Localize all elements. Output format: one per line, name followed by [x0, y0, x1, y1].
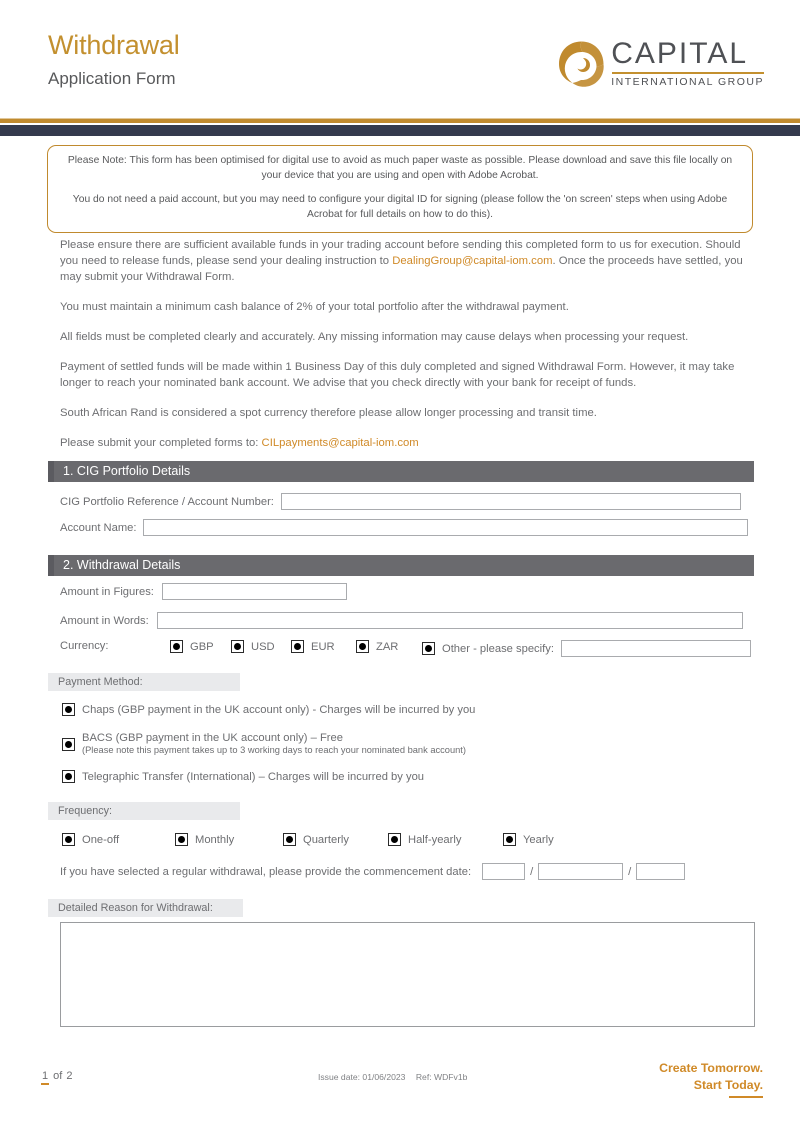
section-1-header [48, 461, 754, 482]
commencement-date-year-input[interactable] [636, 863, 685, 880]
payment-method-subheading: Payment Method: [48, 673, 240, 691]
frequency-option-quarterly[interactable] [283, 833, 349, 846]
commencement-date-month-input[interactable] [538, 863, 623, 880]
checkbox-icon[interactable] [62, 833, 75, 846]
page-title: Withdrawal [48, 30, 180, 60]
capital-international-group-logo [557, 38, 764, 90]
page-header [0, 0, 800, 118]
checkbox-icon[interactable] [356, 640, 369, 653]
tagline-line-1: Create Tomorrow. [659, 1061, 763, 1075]
intro-p6-part-a: Please submit your completed forms to: [60, 437, 262, 450]
currency-option-other[interactable] [422, 640, 751, 657]
payment-method-label: Telegraphic Transfer (International) – Charges will be incurred by you [82, 770, 425, 783]
page-subtitle: Application Form [48, 69, 176, 89]
frequency-option-label: Quarterly [303, 833, 350, 846]
date-separator-2: / [628, 865, 632, 878]
checkbox-icon[interactable] [283, 833, 296, 846]
frequency-option-monthly[interactable] [175, 833, 234, 846]
checkbox-icon[interactable] [62, 738, 75, 751]
currency-option-usd[interactable] [231, 640, 275, 653]
frequency-option-half-yearly[interactable] [388, 833, 461, 846]
commencement-date-row [60, 863, 685, 880]
section-2-title: 2. Withdrawal Details [63, 558, 181, 573]
frequency-subheading: Frequency: [48, 802, 240, 820]
intro-paragraph-3: All fields must be completed clearly and accurately. Any missing information may cause delays when processing your request. [60, 331, 689, 344]
header-navy-band [0, 125, 800, 136]
logo-wordmark: CAPITAL [611, 37, 749, 70]
portfolio-reference-row [60, 493, 741, 510]
date-separator-1: / [530, 865, 534, 878]
amount-words-input[interactable] [157, 612, 743, 629]
issue-date: Issue date: 01/06/2023 [318, 1072, 406, 1082]
frequency-option-label: Monthly [195, 833, 235, 846]
logo-divider [612, 72, 764, 74]
payment-method-label: Chaps (GBP payment in the UK account only) - Charges will be incurred by you [82, 703, 476, 716]
intro-paragraph-1 [60, 237, 755, 285]
brand-tagline [659, 1060, 763, 1098]
checkbox-icon[interactable] [62, 703, 75, 716]
account-name-label: Account Name: [60, 521, 137, 534]
currency-option-eur[interactable] [291, 640, 335, 653]
currency-other-label: Other - please specify: [442, 642, 554, 655]
checkbox-icon[interactable] [231, 640, 244, 653]
payment-method-option-telegraphic[interactable] [62, 770, 424, 783]
dealing-group-email-link[interactable]: DealingGroup@capital-iom.com [392, 255, 553, 268]
capital-swirl-icon [557, 38, 607, 90]
frequency-option-label: One-off [82, 833, 120, 846]
tagline-line-2: Start Today. [693, 1077, 763, 1092]
section-1-title: 1. CIG Portfolio Details [63, 464, 191, 479]
checkbox-icon[interactable] [388, 833, 401, 846]
please-note-box [47, 145, 753, 233]
checkbox-icon[interactable] [291, 640, 304, 653]
amount-figures-label: Amount in Figures: [60, 585, 154, 598]
frequency-option-label: Yearly [523, 833, 554, 846]
currency-other-input[interactable] [561, 640, 751, 657]
payment-method-label: BACS (GBP payment in the UK account only) – Free [82, 732, 343, 744]
reason-textarea[interactable] [60, 922, 755, 1027]
form-ref: Ref: WDFv1b [415, 1072, 468, 1082]
page-footer [0, 1060, 800, 1120]
account-name-row [60, 519, 748, 536]
currency-option-zar[interactable] [356, 640, 398, 653]
page-of-label: of [53, 1070, 63, 1082]
tagline-underline [729, 1096, 763, 1098]
amount-words-row [60, 612, 743, 629]
payment-method-option-bacs[interactable] [62, 732, 466, 756]
payment-method-note: (Please note this payment takes up to 3 working days to reach your nominated bank account) [82, 745, 466, 755]
intro-paragraph-6 [60, 435, 755, 451]
frequency-option-one-off[interactable] [62, 833, 119, 846]
currency-option-gbp[interactable] [170, 640, 214, 653]
intro-paragraph-2: You must maintain a minimum cash balance of 2% of your total portfolio after the withdrawal payment. [60, 301, 569, 314]
checkbox-icon[interactable] [503, 833, 516, 846]
issue-info [318, 1072, 467, 1082]
checkbox-icon[interactable] [175, 833, 188, 846]
frequency-option-label: Half-yearly [408, 833, 462, 846]
checkbox-icon[interactable] [422, 642, 435, 655]
checkbox-icon[interactable] [170, 640, 183, 653]
intro-paragraph-4: Payment of settled funds will be made within 1 Business Day of this duly completed and signed Withdrawal Form. However, it may take longer to reach your nominated bank account. We advise that you check directly with your bank for receipt of funds. [60, 361, 735, 390]
currency-option-label: EUR [311, 640, 335, 653]
logo-tagline: INTERNATIONAL GROUP [611, 76, 764, 88]
page-current-input[interactable]: 1 [41, 1070, 49, 1085]
section-2-header [48, 555, 754, 576]
amount-words-label: Amount in Words: [60, 614, 149, 627]
payment-method-text-group [82, 732, 466, 756]
intro-p1-part-b: . Once the proceeds have settled, you may submit your Withdrawal Form. [60, 255, 743, 284]
amount-figures-row [60, 583, 347, 600]
page-total-label: 2 [66, 1070, 73, 1082]
title-block [48, 30, 180, 89]
portfolio-reference-label: CIG Portfolio Reference / Account Number: [60, 495, 274, 508]
currency-label: Currency: [60, 640, 109, 652]
note-line-2: You do not need a paid account, but you may need to configure your digital ID for signing (please follow the 'on screen' steps when using Adobe Acrobat for full details on how to do this). [72, 193, 728, 220]
page-number-block [41, 1070, 72, 1085]
amount-figures-input[interactable] [162, 583, 347, 600]
currency-option-label: ZAR [376, 640, 399, 653]
account-name-input[interactable] [143, 519, 748, 536]
intro-text-block [60, 237, 755, 451]
currency-label-wrap [60, 640, 109, 652]
checkbox-icon[interactable] [62, 770, 75, 783]
payment-method-option-chaps[interactable] [62, 703, 475, 716]
intro-paragraph-5: South African Rand is considered a spot currency therefore please allow longer processing and transit time. [60, 407, 597, 420]
portfolio-reference-input[interactable] [281, 493, 741, 510]
intro-p1-part-a: Please ensure there are sufficient available funds in your trading account before sending this completed form to us for execution. Should you need to release funds, please send your dealing instruction to [60, 239, 741, 268]
commencement-date-label: If you have selected a regular withdrawal, please provide the commencement date: [60, 865, 472, 878]
currency-option-label: GBP [190, 640, 214, 653]
currency-option-label: USD [251, 640, 275, 653]
logo-text-block [611, 38, 764, 88]
reason-subheading: Detailed Reason for Withdrawal: [48, 899, 243, 917]
frequency-option-yearly[interactable] [503, 833, 554, 846]
commencement-date-day-input[interactable] [482, 863, 525, 880]
cil-payments-email-link[interactable]: CILpayments@capital-iom.com [261, 437, 419, 450]
note-line-1: Please Note: This form has been optimised for digital use to avoid as much paper waste as possible. Please download and save this file locally on your device that you are using and open with Adobe Acrobat. [67, 155, 733, 181]
